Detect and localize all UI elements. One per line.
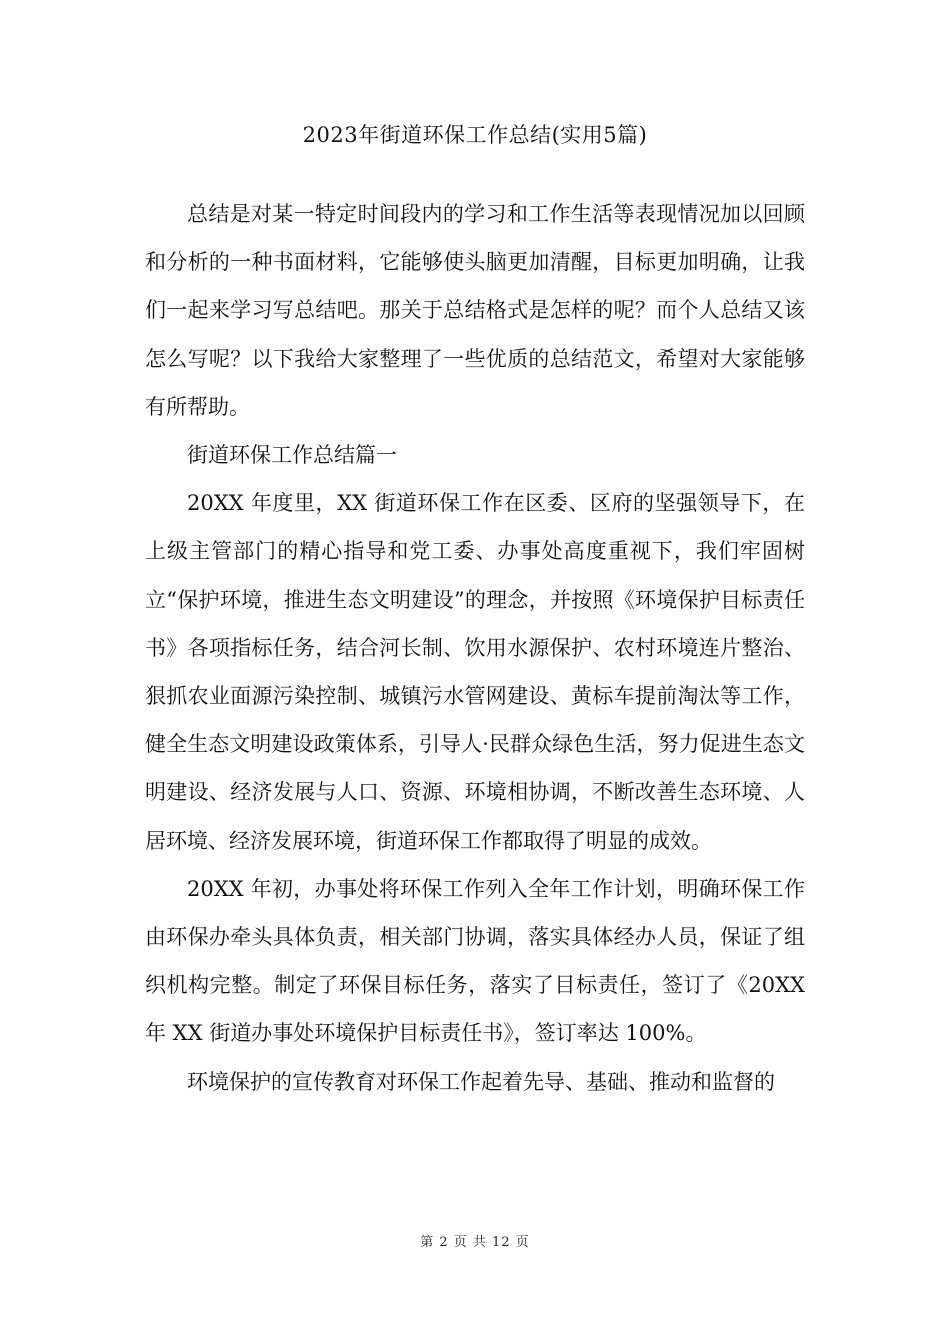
- document-title: 2023年街道环保工作总结(实用5篇): [302, 123, 648, 147]
- body-paragraph: 环境保护的宣传教育对环保工作起着先导、基础、推动和监督的: [187, 1069, 775, 1094]
- document-body: [145, 190, 805, 1106]
- intro-paragraph: 总结是对某一特定时间段内的学习和工作生活等表现情况加以回顾和分析的一种书面材料，它能够使头脑更加清醒，目标更加明确，让我们一起来学习写总结吧。那关于总结格式是怎样的呢？而个人总结又该怎么写呢？以下我给大家整理了一些优质的总结范文，希望对大家能够有所帮助。: [145, 202, 805, 419]
- body-paragraph: 20XX 年度里，XX 街道环保工作在区委、区府的坚强领导下，在上级主管部门的精心指导和党工委、办事处高度重视下，我们牢固树立“保护环境，推进生态文明建设”的理念，并按照《环境保护目标责任书》各项指标任务，结合河长制、饮用水源保护、农村环境连片整治、狠抓农业面源污染控制、城镇污水管网建设、黄标车提前淘汰等工作，健全生态文明建设政策体系，引导人·民群众绿色生活，努力促进生态文明建设、经济发展与人口、资源、环境相协调，不断改善生态环境、人居环境、经济发展环境，街道环保工作都取得了明显的成效。: [145, 491, 805, 853]
- section-heading: 街道环保工作总结篇一: [187, 443, 397, 468]
- body-paragraph: 20XX 年初，办事处将环保工作列入全年工作计划，明确环保工作由环保办牵头具体负责，相关部门协调，落实具体经办人员，保证了组织机构完整。制定了环保目标任务，落实了目标责任，签订了《20XX 年 XX 街道办事处环境保护目标责任书》，签订率达 100%。: [145, 876, 805, 1046]
- page-number-footer: 第 2 页 共 12 页: [420, 1235, 530, 1250]
